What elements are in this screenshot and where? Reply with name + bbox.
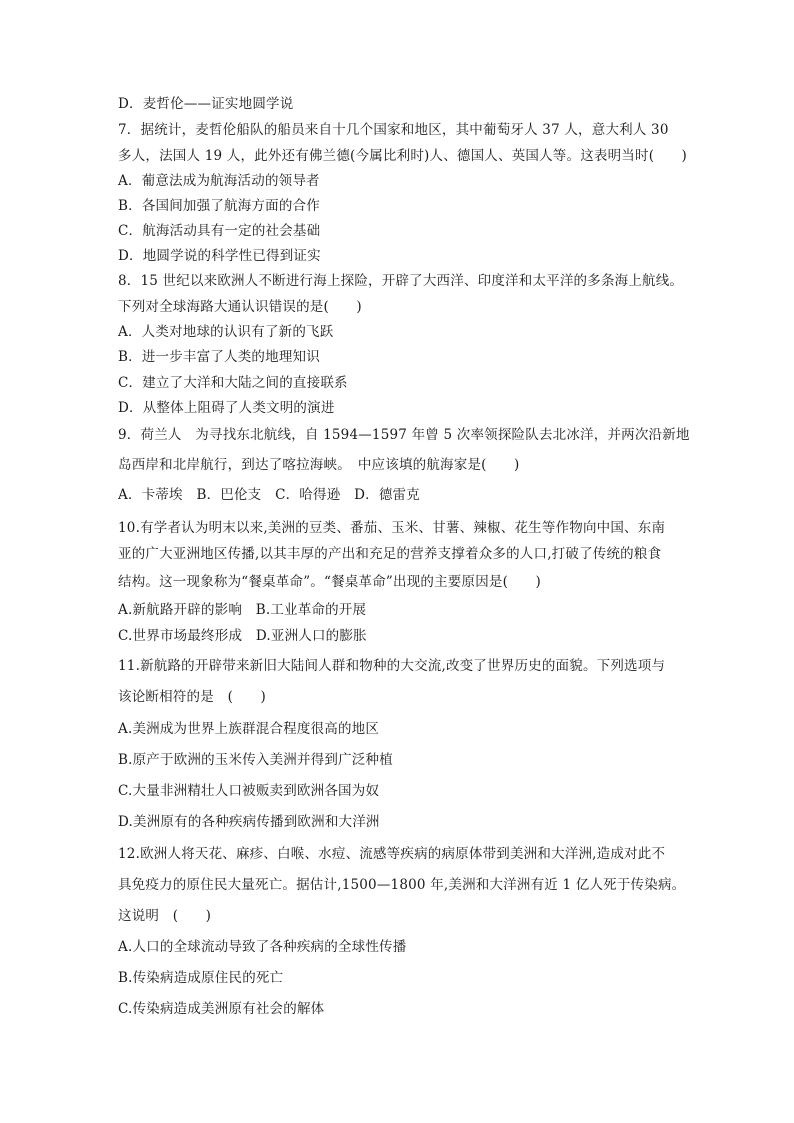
question-8-option-a: A．人类对地球的认识有了新的飞跃 [118, 324, 334, 340]
question-11-option-b: B.原产于欧洲的玉米传入美洲并得到广泛种植 [118, 752, 393, 768]
question-12-option-a: A.人口的全球流动导致了各种疾病的全球性传播 [118, 939, 407, 955]
question-7-option-b: B．各国间加强了航海方面的合作 [118, 198, 320, 214]
question-7-stem-line-1: 7．据统计，麦哲伦船队的船员来自十几个国家和地区，其中葡萄牙人 37 人，意大利人 30 [118, 122, 669, 138]
question-8-stem-line-1: 8．15 世纪以来欧洲人不断进行海上探险，开辟了大西洋、印度洋和太平洋的多条海上航线。 [118, 273, 684, 289]
question-12-stem-line-1: 12.欧洲人将天花、麻疹、白喉、水痘、流感等疾病的病原体带到美洲和大洋洲,造成对此不 [118, 846, 666, 862]
question-7-option-c: C．航海活动具有一定的社会基础 [118, 223, 321, 239]
question-10-stem-line-1: 10.有学者认为明末以来,美洲的豆类、番茄、玉米、甘薯、辣椒、花生等作物向中国、东南 [118, 520, 666, 536]
question-8-stem-line-2: 下列对全球海路大通认识错误的是( ) [118, 299, 362, 315]
question-11-option-d: D.美洲原有的各种疾病传播到欧洲和大洋洲 [118, 814, 380, 830]
question-10-stem-line-2: 亚的广大亚洲地区传播,以其丰厚的产出和充足的营养支撑着众多的人口,打破了传统的粮食 [118, 546, 662, 562]
question-12-stem-line-3: 这说明 ( ) [118, 908, 212, 924]
question-9-options: A．卡蒂埃 B．巴伦支 C．哈得逊 D．德雷克 [118, 487, 420, 503]
question-12-stem-line-2: 具免疫力的原住民大量死亡。据估计,1500—1800 年,美洲和大洋洲有近 1 亿人死于传染病。 [118, 877, 686, 893]
question-9-stem-line-2: 岛西岸和北岸航行，到达了喀拉海峡。 中应该填的航海家是( ) [118, 457, 520, 473]
question-10-options-cd: C.世界市场最终形成 D.亚洲人口的膨胀 [118, 628, 367, 644]
question-7-stem-line-2: 多人，法国人 19 人，此外还有佛兰德(今属比利时)人、德国人、英国人等。这表明当时( ) [118, 148, 688, 164]
question-12-option-b: B.传染病造成原住民的死亡 [118, 970, 284, 986]
question-7-option-a: A．葡意法成为航海活动的领导者 [118, 173, 320, 189]
question-7-option-d: D．地圆学说的科学性已得到证实 [118, 248, 321, 264]
question-8-option-d: D．从整体上阻碍了人类文明的演进 [118, 400, 335, 416]
question-9-stem-line-1: 9．荷兰人 为寻找东北航线，自 1594—1597 年曾 5 次率领探险队去北冰洋，并两次沿新地 [118, 427, 690, 443]
question-10-options-ab: A.新航路开辟的影响 B.工业革命的开展 [118, 602, 367, 618]
question-11-stem-line-1: 11.新航路的开辟带来新旧大陆间人群和物种的大交流,改变了世界历史的面貌。下列选项与 [118, 658, 666, 674]
text-line: D．麦哲伦——证实地圆学说 [118, 96, 294, 112]
question-11-option-c: C.大量非洲精壮人口被贩卖到欧洲各国为奴 [118, 783, 380, 799]
question-11-option-a: A.美洲成为世界上族群混合程度很高的地区 [118, 721, 380, 737]
question-12-option-c: C.传染病造成美洲原有社会的解体 [118, 1001, 325, 1017]
question-10-stem-line-3: 结构。这一现象称为“餐桌革命”。“餐桌革命”出现的主要原因是( ) [118, 574, 541, 590]
question-11-stem-line-2: 该论断相符的是 ( ) [118, 689, 266, 705]
question-8-option-b: B．进一步丰富了人类的地理知识 [118, 349, 320, 365]
question-8-option-c: C．建立了大洋和大陆之间的直接联系 [118, 375, 348, 391]
